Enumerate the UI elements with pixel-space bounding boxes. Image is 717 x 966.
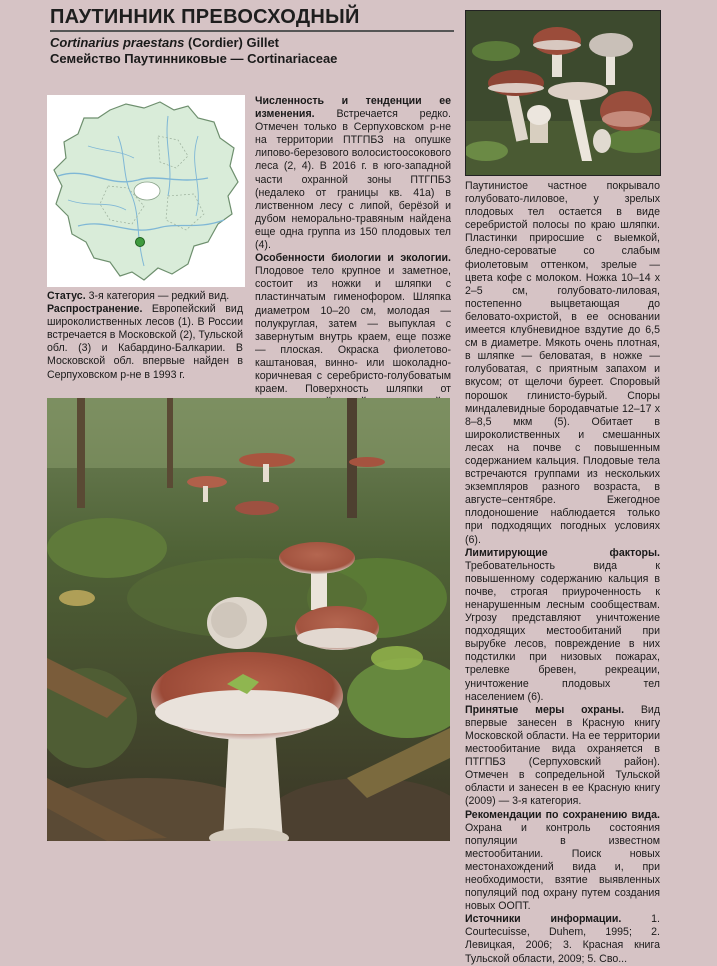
recommend-text: Охрана и контроль состояния популяции в известном местообитании. Поиск новых местонахождений вида и, при необходимости, взятие выявленных популяций под охрану путем создания новых ООПТ. [465, 821, 660, 913]
title-rule [50, 30, 454, 32]
right-column [465, 180, 660, 966]
latin-species: Cortinarius praestans [50, 35, 185, 50]
biology-text: Плодовое тело крупное и заметное, состоит из ножки и шляпки с пластинчатым гименофором. Шляпка диаметром 10–20 см, молодая — полукруглая, затем — выпуклая с завернутым внутрь краем, еще позже — плоская. Окраска фиолетово-каштановая, винно- или шоколадно-коричневая с серебристо-голубоватым краем. Поверхность шляпки от [255, 265, 451, 396]
status-text: 3-я категория — редкий вид. [85, 290, 230, 302]
status-paragraph [47, 290, 243, 303]
abundance-label: Численность и тенденции ее изменения. [255, 95, 451, 121]
left-column [47, 290, 243, 382]
page-title: ПАУТИННИК ПРЕВОСХОДНЫЙ [50, 6, 360, 28]
measures-text: Вид впервые занесен в Красную книгу Московской области. На ее территории местообитание вида охраняется в ПТГПБЗ (Серпуховский район). Отмечен в сопредельной Тульской области и занесен в ее Красную книгу (2009) — 3-я категория. [465, 703, 661, 808]
limiting-label: Лимитирующие факторы. [465, 546, 660, 559]
recommend-paragraph [465, 809, 660, 914]
sources-paragraph [465, 913, 660, 965]
range-text: Европейский вид широколиственных лесов (1). В России встречается в Московской (2), Тульской обл. (3) и Кабардино-Балкарии. В Московской обл. впервые найден в Серпуховском р-не в 1993 г. [47, 303, 243, 381]
biology-paragraph [255, 252, 451, 409]
measures-paragraph [465, 704, 660, 809]
abundance-text: Встречается редко. Отмечен только в Серпуховском р-не на территории ПТГПБЗ на опушке липово-березового волосистоосокового леса (2, 4). В 2016 г. в юго-западной части охранной зоны ПТГПБЗ (недалеко от границы кв. 41а) в лиственном лесу с липой, берёзой и дубом неморально-травяным найдена еще одна группа из 150 плодовых тел (4). [255, 108, 451, 252]
latin-author: (Cordier) Gillet [188, 35, 280, 50]
middle-column [255, 95, 451, 409]
moscow-region-map-icon [47, 95, 245, 287]
family-name: Семейство Паутинниковые — Cortinariaceae [50, 51, 338, 66]
status-label: Статус. [47, 290, 86, 302]
range-paragraph [47, 303, 243, 382]
mushroom-forest-photo [47, 398, 450, 841]
range-label: Распространение. [47, 303, 143, 316]
recommend-label: Рекомендации по сохранению вида. [465, 808, 660, 821]
sources-text: 1. Courtecuisse, Duhem, 1995; 2. Левицкая, 2006; 3. Красная книга Тульской области, 2009; 5. Сво... [465, 913, 660, 965]
limiting-paragraph [465, 547, 660, 704]
sources-label: Источники информации. [465, 913, 622, 926]
mushroom-group-photo [465, 10, 661, 176]
location-marker-icon [136, 238, 145, 247]
measures-label: Принятые меры охраны. [465, 703, 625, 716]
latin-name [50, 35, 279, 51]
description-continuation: Паутинистое частное покрывало голубовато-лиловое, у зрелых плодовых тел остается в виде серебристой полосы по краю шляпки. Пластинки приросшие с выемкой, бледно-сероватые со слабым фиолетовым оттенком, зрелые — цвета кофе с молоком. Ножка 10–14 х 2–5 см, голубовато-лиловая, постепенно выцветающая до беловато-охристой, в ее основании имеется клубневидное вздутие до 6,5 см в диаметре. Мякоть очень плотная, в шляпке — беловатая, в ножке — голубоватая, с приятным запахом и вкусом; от щелочи буреет. Споровый порошок глинисто-бурый. Споры миндалевидные бородавчатые 12–17 х 8–8,5 мкм (5). Обитает в широколиственных и смешанных лесах на почве с повышенным содержанием кальция. Плодовые тела встречаются группами из нескольких экземпляров разного возраста, в августе–сентябре. Ежегодное плодоношение наблюдается только при подходящих погодных условиях (6). [465, 180, 660, 546]
biology-label: Особенности биологии и экологии. [255, 252, 451, 265]
abundance-paragraph [255, 95, 451, 252]
limiting-text: Требовательность вида к повышенному содержанию кальция в почве, строгая приуроченность к ненарушенным лесным сообществам. Угрозу представляют уничтожение подходящих местообитаний при вырубке лесов, повреждение в них подстилки при низовых пожарах, трелевке бревен, рекреации, уничтожение плодовых тел населением (6). [465, 559, 660, 703]
